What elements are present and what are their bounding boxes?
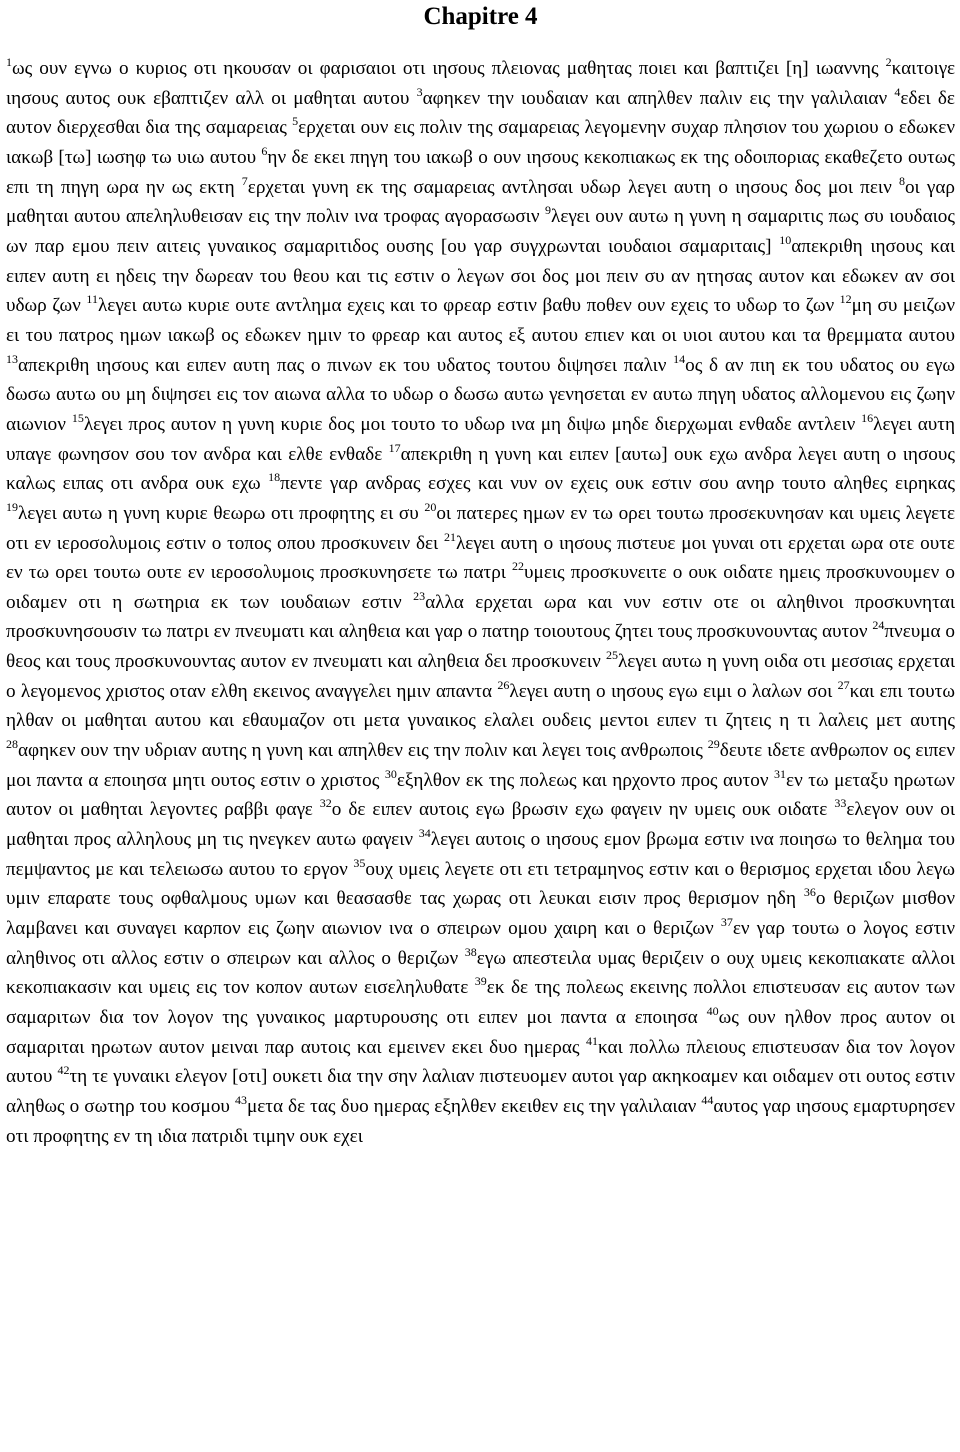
verse-text: οι γαρ μαθηται αυτου απεληλυθεισαν εις την πολιν ινα τροφας αγορασωσιν: [6, 176, 955, 228]
verse-text: καιτοιγε ιησους αυτος ουκ εβαπτιζεν αλλ οι μαθηται αυτου: [6, 58, 955, 109]
verse-number: 15: [71, 410, 84, 425]
verse-number: 37: [720, 915, 733, 930]
verse-text: λεγει αυτω κυριε ουτε αντλημα εχεις και το φρεαρ εστιν βαθυ ποθεν ουν εχεις το υδωρ το ζων: [97, 295, 840, 317]
verse-number: 41: [586, 1033, 599, 1048]
verse-text: εγω απεστειλα υμας θεριζειν ο ουχ υμεις κεκοπιακατε αλλοι κεκοπιακασιν και υμεις εις τον κοπον αυτων εισεληλυθατε: [6, 947, 955, 999]
verse-text: λεγει αυτοις ο ιησους εμον βρωμα εστιν ινα ποιησω το θελημα του πεμψαντος με και τελειωσω αυτου το εργον: [6, 829, 956, 880]
verse-number: 3: [416, 84, 423, 99]
verse-text: απεκριθη η γυνη και ειπεν [αυτω] ουκ εχω ανδρα λεγει αυτη ο ιησους καλως ειπας οτι ανδρα ουκ εχω: [6, 443, 955, 495]
verse-number: 30: [384, 766, 397, 781]
verse-number: 13: [6, 351, 18, 366]
verse-text: λεγει αυτη ο ιησους πιστευε μοι γυναι οτι ερχεται ωρα οτε ουτε εν τω ορει τουτω ουτε εν ιεροσολυμοις προσκυνησετε τω πατρι: [6, 532, 955, 584]
verse-number: 22: [512, 559, 525, 574]
verse-number: 32: [319, 796, 332, 811]
verse-text: αφηκεν ουν την υδριαν αυτης η γυνη και απηλθεν εις την πολιν και λεγει τοις ανθρωποις: [18, 740, 708, 762]
verse-text: λεγει αυτη υπαγε φωνησον σου τον ανδρα και ελθε ενθαδε: [6, 413, 956, 465]
verse-text: πνευμα ο θεος και τους προσκυνουντας αυτον εν πνευματι και αληθεια δει προσκυνειν: [6, 621, 956, 673]
verse-number: 38: [464, 944, 477, 959]
verse-text: αλλα ερχεται ωρα και νυν εστιν οτε οι αληθινοι προσκυνηται προσκυνησουσιν τω πατρι εν πνευματι και αληθεια και γαρ ο πατηρ τοιουτους ζητει τους προσκυνουντας αυτον: [6, 591, 955, 643]
verse-number: 24: [872, 618, 885, 633]
verse-text: και επι τουτω ηλθαν οι μαθηται αυτου και εθαυμαζον οτι μετα γυναικος ελαλει ουδεις μεντοι ειπεν τι ζητεις η τι λαλεις μετ αυτης: [6, 680, 955, 732]
verse-number: 26: [497, 677, 510, 692]
verse-number: 7: [241, 173, 248, 188]
verse-text: ελεγον ουν οι μαθηται προς αλληλους μη τις ηνεγκεν αυτω φαγειν: [6, 799, 955, 851]
verse-text: απεκριθη ιησους και ειπεν αυτη πας ο πινων εκ του υδατος τουτου διψησει παλιν: [18, 354, 674, 376]
verse-number: 44: [701, 1092, 714, 1107]
verse-text: ην δε εκει πηγη του ιακωβ ο ουν ιησους κεκοπιακως εκ της οδοιποριας εκαθεζετο ουτως επι τη πηγη ωρα ην ως εκτη: [6, 146, 955, 198]
verse-number: 29: [707, 737, 720, 752]
verse-number: 40: [706, 1004, 719, 1018]
verse-number: 27: [837, 677, 850, 692]
verse-number: 43: [234, 1092, 247, 1107]
verse-text: απεκριθη ιησους και ειπεν αυτη ει ηδεις την δωρεαν του θεου και τις εστιν ο λεγων σοι δος μοι πειν συ αν ητησας αυτον και εδωκεν αν σοι υδωρ ζων: [6, 235, 955, 317]
verse-text: λεγει ουν αυτω η γυνη η σαμαριτις πως συ ιουδαιος ων παρ εμου πειν αιτεις γυναικος σαμαριτιδος ουσης [ου γαρ συγχρωνται ιουδαιοι σαμαριταις]: [6, 206, 955, 257]
verse-text: τη τε γυναικι ελεγον [οτι] ουκετι δια την σην λαλιαν πιστευομεν αυτοι γαρ ακηκοαμεν και οιδαμεν οτι ουτος εστιν αληθως ο σωτηρ του κοσμου: [6, 1066, 955, 1117]
verse-number: 33: [834, 796, 847, 811]
chapter-title: Chapitre 4: [423, 3, 538, 30]
verse-number: 18: [268, 470, 281, 485]
verse-text: ως ουν ηλθον προς αυτον οι σαμαριται ηρωτων αυτον μειναι παρ αυτοις και εμεινεν εκει δυο ημερας: [6, 1007, 955, 1058]
verse-number: 42: [57, 1063, 70, 1078]
verse-text: λεγει προς αυτον η γυνη κυριε δος μοι τουτο το υδωρ ινα μη διψω μηδε διερχωμαι ενθαδε αντλειν: [83, 413, 862, 435]
verse-number: 34: [418, 826, 431, 841]
verse-text: αφηκεν την ιουδαιαν και απηλθεν παλιν εις την γαλιλαιαν: [422, 87, 895, 109]
verse-text: ερχεται γυνη εκ της σαμαρειας αντλησαι υδωρ λεγει αυτη ο ιησους δος μοι πειν: [247, 176, 899, 198]
verse-number: 23: [413, 588, 426, 603]
verse-number: 35: [353, 855, 366, 870]
verse-text: εν γαρ τουτω ο λογος εστιν αληθινος οτι αλλος εστιν ο σπειρων και αλλος ο θεριζων: [6, 918, 955, 969]
verse-text: ως ουν εγνω ο κυριος οτι ηκουσαν οι φαρισαιοι οτι ιησους πλειονας μαθητας ποιει και βαπτιζει [η] ιωαννης: [12, 58, 886, 79]
verse-number: 31: [774, 766, 787, 781]
verse-number: 36: [803, 885, 816, 900]
verse-text: πεντε γαρ ανδρας εσχες και νυν ον εχεις ουκ εστιν σου ανηρ τουτο αληθες ειρηκας: [280, 473, 955, 495]
verse-text: και πολλω πλειους επιστευσαν δια τον λογον αυτου: [6, 1036, 956, 1088]
verse-number: 8: [898, 173, 905, 188]
verse-text: ο δε ειπεν αυτοις εγω βρωσιν εχω φαγειν ην υμεις ουκ οιδατε: [331, 799, 835, 821]
verse-number: 6: [261, 143, 268, 158]
verse-number: 12: [839, 292, 852, 307]
verse-text: λεγει αυτη ο ιησους εγω ειμι ο λαλων σοι: [509, 680, 838, 702]
verse-number: 1: [6, 55, 12, 69]
verse-number: 10: [779, 232, 792, 247]
verse-number: 25: [605, 648, 618, 663]
verse-text: μετα δε τας δυο ημερας εξηλθεν εκειθεν εις την γαλιλαιαν: [246, 1095, 702, 1117]
verse-text: ος δ αν πιη εκ του υδατος ου εγω δωσω αυτω ου μη διψησει εις τον αιωνα αλλα το υδωρ ο δωσω αυτω γενησεται εν αυτω πηγη υδατος αλλομενου εις ζωην αιωνιον: [6, 354, 955, 435]
verse-text: ουχ υμεις λεγετε οτι ετι τετραμηνος εστιν και ο θερισμος ερχεται ιδου λεγω υμιν επαρατε τους οφθαλμους υμων και θεασασθε τας χωρας οτι λευκαι εισιν προς θερισμον ηδη: [6, 858, 955, 910]
verse-text: εν τω μεταξυ ηρωτων αυτον οι μαθηται λεγοντες ραββι φαγε: [6, 769, 955, 821]
verse-text: λεγει αυτω η γυνη κυριε θεωρω οτι προφητης ει συ: [18, 502, 425, 524]
verse-text: οι πατερες ημων εν τω ορει τουτω προσεκυνησαν και υμεις λεγετε οτι εν ιεροσολυμοις εστιν ο τοπος οπου προσκυνειν δει: [6, 502, 956, 554]
verse-number: 14: [673, 351, 686, 366]
verse-text: ερχεται ουν εις πολιν της σαμαρειας λεγομενην συχαρ πλησιον του χωριου ο εδωκεν ιακωβ [τω] ιωσηφ τω υιω αυτου: [6, 117, 955, 168]
verse-text: εκ δε της πολεως εκεινης πολλοι επιστευσαν εις αυτον των σαμαριτων δια τον λογον της γυναικος μαρτυρουσης οτι ειπεν μοι παντα α εποιησα: [6, 977, 955, 1028]
verse-text: ο θεριζων μισθον λαμβανει και συναγει καρπον εις ζωην αιωνιον ινα ο σπειρων ομου χαιρη και ο θεριζων: [6, 888, 955, 940]
verse-text: εξηλθον εκ της πολεως και ηρχοντο προς αυτον: [396, 769, 775, 791]
verse-text: δευτε ιδετε ανθρωπον ος ειπεν μοι παντα α εποιησα μητι ουτος εστιν ο χριστος: [6, 740, 956, 791]
chapter-body: [6, 54, 955, 1151]
verse-number: 17: [388, 440, 401, 455]
verse-number: 39: [474, 974, 487, 989]
verse-number: 5: [292, 114, 299, 129]
verse-number: 4: [894, 84, 901, 99]
verse-number: 20: [424, 499, 437, 514]
verse-number: 9: [545, 203, 552, 218]
verse-text: εδει δε αυτον διερχεσθαι δια της σαμαρειας: [6, 87, 955, 139]
verse-text: λεγει αυτω η γυνη οιδα οτι μεσσιας ερχεται ο λεγομενος χριστος οταν ελθη εκεινος αναγγελει ημιν απαντα: [6, 651, 956, 702]
verse-number: 11: [86, 292, 98, 307]
verse-number: 2: [885, 55, 892, 69]
verse-text: μη συ μειζων ει του πατρος ημων ιακωβ ος εδωκεν ημιν το φρεαρ και αυτος εξ αυτου επιεν και οι υιοι αυτου και τα θρεμματα αυτου: [6, 295, 955, 346]
verse-number: 28: [6, 737, 18, 752]
verse-text: υμεις προσκυνειτε ο ουκ οιδατε ημεις προσκυνουμεν ο οιδαμεν οτι η σωτηρια εκ των ιουδαιων εστιν: [6, 562, 955, 613]
verse-text: αυτος γαρ ιησους εμαρτυρησεν οτι προφητης εν τη ιδια πατριδι τιμην ουκ εχει: [6, 1095, 955, 1147]
verse-number: 16: [861, 410, 874, 425]
verse-number: 21: [443, 529, 456, 544]
verse-number: 19: [6, 499, 18, 514]
